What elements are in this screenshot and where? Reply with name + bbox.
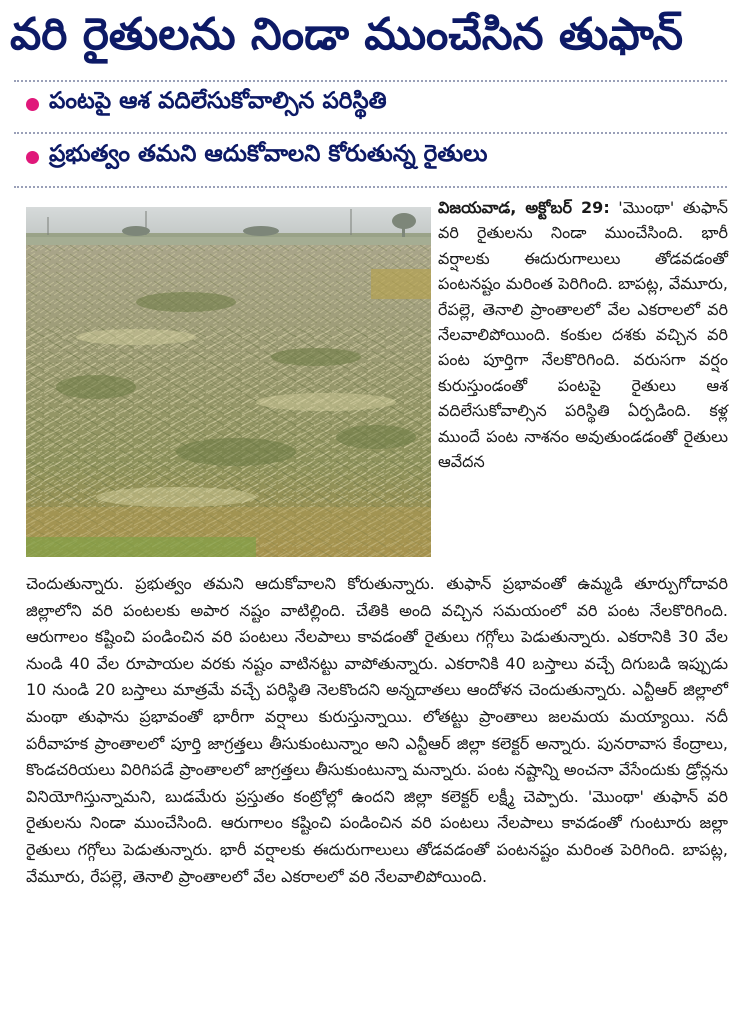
flattened-paddy-field-photo <box>26 207 431 557</box>
subhead-2 <box>26 137 731 177</box>
article-paragraph-full-width: చెందుతున్నారు. ప్రభుత్వం తమని ఆదుకోవాలని కోరుతున్నారు. తుఫాన్ ప్రభావంతో ఉమ్మడి తూర్పుగోదావరి జిల్లాలోని వరి పంటలకు అపార నష్టం వాటిల్లింది. చేతికి అంది వచ్చిన సమయంలో వరి పంట నేలకొరిగింది. ఆరుగాలం కష్టించి పండించిన వరి పంటలు నేలపాలు కావడంతో రైతులు గగ్గోలు పెడుతున్నారు. ఎకరానికి 30 వేల నుండి 40 వేల రూపాయల వరకు నష్టం వాటినట్టు వాపోతున్నారు. ఎకరానికి 40 బస్తాలు వచ్చే దిగుబడి ఇప్పుడు 10 నుండి 20 బస్తాలు మాత్రమే వచ్చే పరిస్థితి నెలకొందని అన్నదాతలు ఆందోళన చెందుతున్నారు. ఎన్టీఆర్ జిల్లాలో మంథా తుఫాను ప్రభావంతో భారీగా వర్షాలు కురుస్తున్నాయి. లోతట్టు ప్రాంతాలు జలమయ మయ్యాయి. నదీ పరీవాహక ప్రాంతాలలో పూర్తి జాగ్రత్తలు తీసుకుంటున్నాం అని ఎన్టీఆర్ జిల్లా కలెక్టర్ అన్నారు. పునరావాస కేంద్రాలు, కొండచరియలు విరిగిపడే ప్రాంతాలలో జాగ్రత్తలు తీసుకుంటున్నా మన్నారు. పంట నష్టాన్ని అంచనా వేసేందుకు డ్రోన్లను వినియోగిస్తున్నామని, బుడమేరు ప్రస్తుతం కంట్రోల్లో ఉందని జిల్లా కలెక్టర్ లక్ష్మీ చెప్పారు. 'మొంథా' తుఫాన్ వరి రైతులను నిండా ముంచేసింది. ఆరుగాలం కష్టించి పండించిన వరి పంటలు నేలపాలు కావడంతో గుంటూరు జల్లా రైతులు గగ్గోలు పెడుతున్నారు. భారీ వర్షాలకు ఈదురుగాలులు తోడవడంతో పంటనష్టం మరింత పెరిగింది. బాపట్ల, వేమూరు, రేపల్లె, తెనాలి ప్రాంతాలలో వేల ఎకరాలలో వరి నేలవాలిపోయింది. <box>26 574 728 886</box>
subhead-2-text: ప్రభుత్వం తమని ఆదుకోవాలని కోరుతున్న రైతులు <box>49 141 488 167</box>
subhead-1 <box>26 84 731 124</box>
article-text-wrapped: 'మొంథా' తుఫాన్ వరి రైతులను నిండా ముంచేసింది. భారీ వర్షాలకు ఈదురుగాలులు తోడవడంతో పంటనష్టం మరింత పెరిగింది. బాపట్ల, వేమూరు, రేపల్లె, తెనాలి ప్రాంతాలలో వేల ఎకరాలలో వరి నేలవాలిపోయింది. కంకుల దశకు వచ్చిన వరి పంట పూర్తిగా నేలకొరిగింది. వరుసగా వర్షం కురుస్తుండంతో పంటపై రైతులు ఆశ వదిలేసుకోవాల్సిన పరిస్థితి ఏర్పడింది. కళ్ల ముందే పంట నాశనం అవుతుండడంతో రైతులు ఆవేదన <box>438 198 728 472</box>
article-paragraph-wrapped <box>438 195 728 474</box>
dateline: విజయవాడ, అక్టోబర్ 29: <box>438 198 610 217</box>
subhead-1-text: పంటపై ఆశ వదిలేసుకోవాల్సిన పరిస్థితి <box>49 88 387 114</box>
bullet-icon <box>26 151 39 164</box>
bullet-icon <box>26 98 39 111</box>
divider-top <box>14 80 727 82</box>
divider-bottom <box>14 186 727 188</box>
headline: వరి రైతులను నిండా ముంచేసిన తుఫాన్ <box>10 9 684 60</box>
divider-middle <box>14 132 727 134</box>
